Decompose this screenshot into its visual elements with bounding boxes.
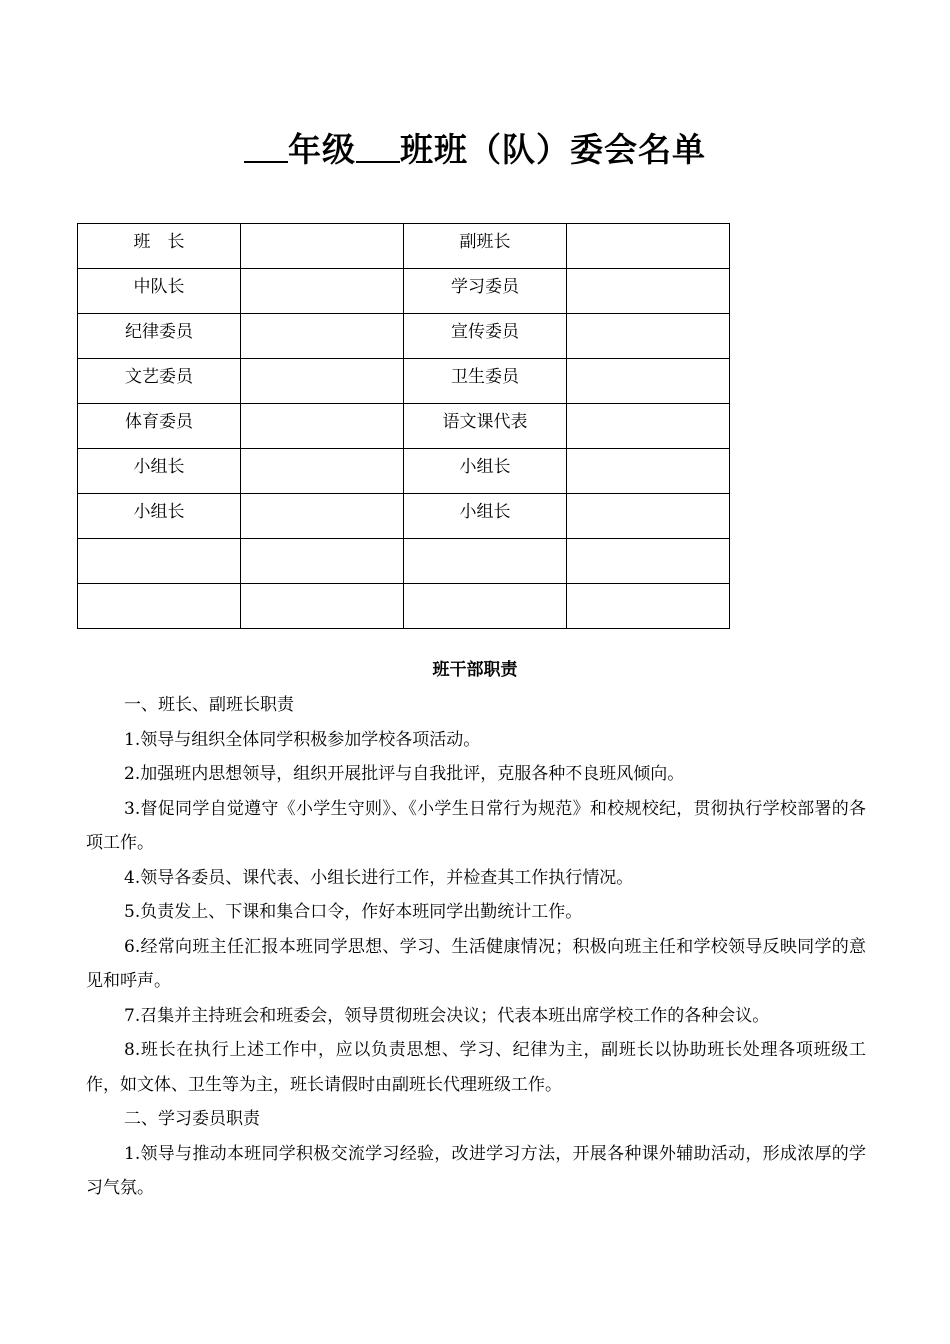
duty-paragraph: 8.班长在执行上述工作中，应以负责思想、学习、纪律为主，副班长以协助班长处理各项班级工作，如文体、卫生等为主，班长请假时由副班长代理班级工作。 [86,1040,866,1095]
duties-heading: 班干部职责 [432,660,518,680]
name-cell [241,494,404,539]
table-row [78,494,730,539]
table-row [78,449,730,494]
name-cell [241,539,404,584]
role-cell: 文艺委员 [78,359,241,404]
role-cell [404,539,567,584]
duty-paragraph: 3.督促同学自觉遵守《小学生守则》、《小学生日常行为规范》和校规校纪，贯彻执行学校部署的各项工作。 [86,798,866,853]
duty-paragraph: 1.领导与推动本班同学积极交流学习经验，改进学习方法，开展各种课外辅助活动，形成浓厚的学习气氛。 [86,1143,866,1198]
duty-paragraph: 6.经常向班主任汇报本班同学思想、学习、生活健康情况；积极向班主任和学校领导反映同学的意见和呼声。 [86,936,866,991]
role-cell: 体育委员 [78,404,241,449]
name-cell [241,584,404,629]
name-cell [241,404,404,449]
class-suffix: 班班（队）委会名单 [400,130,706,169]
role-cell: 小组长 [78,449,241,494]
role-cell: 宣传委员 [404,314,567,359]
name-cell [567,584,730,629]
role-cell: 班 长 [78,224,241,269]
table-row [78,404,730,449]
table-row [78,359,730,404]
name-cell [567,404,730,449]
role-cell [78,584,241,629]
table-row [78,539,730,584]
duty-paragraph: 4.领导各委员、课代表、小组长进行工作，并检查其工作执行情况。 [124,867,634,888]
duty-paragraph: 2.加强班内思想领导，组织开展批评与自我批评，克服各种不良班风倾向。 [124,764,685,784]
name-cell [567,269,730,314]
name-cell [241,269,404,314]
name-cell [567,539,730,584]
duty-paragraph: 1.领导与组织全体同学积极参加学校各项活动。 [124,729,481,750]
role-cell: 学习委员 [404,269,567,314]
role-cell: 纪律委员 [78,314,241,359]
name-cell [241,314,404,359]
table-row [78,224,730,269]
name-cell [241,224,404,269]
role-cell: 中队长 [78,269,241,314]
name-cell [241,449,404,494]
name-cell [567,224,730,269]
table-row [78,584,730,629]
name-cell [567,314,730,359]
role-cell: 小组长 [404,494,567,539]
class-blank [356,131,400,163]
name-cell [567,359,730,404]
role-cell: 副班长 [404,224,567,269]
grade-suffix: 年级 [288,130,356,169]
role-cell: 小组长 [78,494,241,539]
role-cell: 小组长 [404,449,567,494]
grade-blank [244,131,288,163]
role-cell [404,584,567,629]
duties-body [86,688,866,1206]
name-cell [241,359,404,404]
page-title [0,126,950,174]
name-cell [567,494,730,539]
role-cell: 卫生委员 [404,359,567,404]
committee-roster-table [77,223,730,629]
table-row [78,314,730,359]
role-cell: 语文课代表 [404,404,567,449]
table-row [78,269,730,314]
section-heading-paragraph: 一、班长、副班长职责 [124,695,294,715]
name-cell [567,449,730,494]
duty-paragraph: 5.负责发上、下课和集合口令，作好本班同学出勤统计工作。 [124,902,583,922]
duty-paragraph: 7.召集并主持班会和班委会，领导贯彻班会决议；代表本班出席学校工作的各种会议。 [124,1005,770,1026]
role-cell [78,539,241,584]
section-heading-paragraph: 二、学习委员职责 [124,1109,260,1129]
